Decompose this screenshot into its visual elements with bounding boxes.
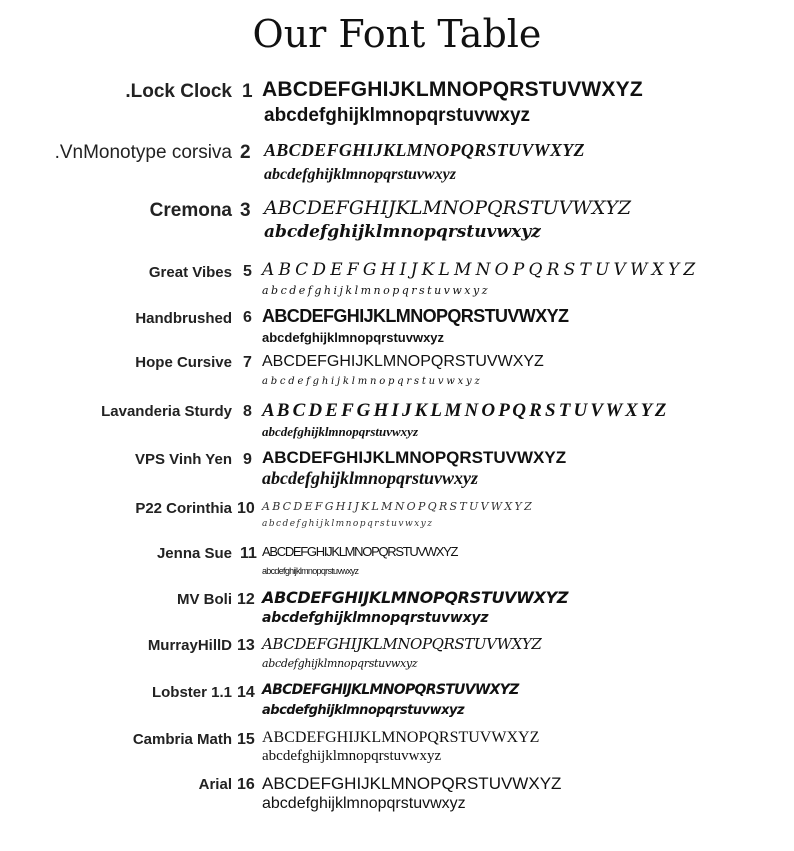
font-number: 5 (243, 263, 252, 280)
font-number: 1 (242, 81, 253, 102)
font-name: Cambria Math (132, 731, 232, 748)
font-name: Lavanderia Sturdy (101, 403, 232, 420)
font-number: 9 (243, 451, 252, 468)
font-sample-lower: a b c d e f g h i j k l m n o p q r s t u v w x y z (262, 519, 432, 529)
font-sample-upper: ABCDEFGHIJKLMNOPQRSTUVWXYZ (262, 588, 569, 607)
font-name: VPS Vinh Yen (135, 451, 232, 468)
font-sample-lower: abcdefghijklmnopqrstuvwxyz (262, 330, 445, 345)
font-sample-upper: ABCDEFGHIJKLMNOPQRSTUVWXYZ (262, 448, 567, 467)
font-sample-lower: abcdefghijklmnopqrstuvwxyz (264, 105, 531, 126)
font-number: 2 (240, 142, 251, 163)
font-sample-lower: a b c d e f g h i j k l m n o p q r s t u v w x y z (262, 376, 480, 387)
font-sample-upper: ABCDEFGHIJKLMNOPQRSTUVWXYZ (262, 774, 562, 793)
font-sample-upper: ABCDEFGHIJKLMNOPQRSTUVWXYZ (262, 635, 542, 653)
font-number: 3 (240, 200, 251, 221)
font-name: MV Boli (177, 591, 232, 608)
font-sample-upper: ABCDEFGHIJKLMNOPQRSTUVWXYZ (262, 544, 458, 559)
font-sample-lower: abcdefghijklmnopqrstuvwxyz (264, 222, 541, 242)
font-sample-upper: ABCDEFGHIJKLMNOPQRSTUVWXYZ (264, 140, 585, 160)
font-number: 14 (237, 684, 255, 701)
font-number: 12 (237, 591, 255, 608)
page-title: Our Font Table (252, 12, 542, 56)
font-sample-lower: abcdefghijklmnopqrstuvwxyz (262, 566, 359, 576)
font-sample-upper: ABCDEFGHIJKLMNOPQRSTUVWXYZ (262, 78, 643, 101)
font-sample-upper: ABCDEFGHIJKLMNOPQRSTUVWXYZ (262, 306, 569, 326)
font-number: 6 (243, 309, 252, 326)
font-sample-upper: A B C D E F G H I J K L M N O P Q R S T U V W X Y Z (262, 500, 532, 513)
font-sample-lower: abcdefghijklmnopqrstuvwxyz (262, 468, 479, 488)
font-name: Handbrushed (135, 310, 232, 327)
font-number: 8 (243, 403, 252, 420)
font-number: 10 (237, 500, 255, 517)
font-sample-upper: ABCDEFGHIJKLMNOPQRSTUVWXYZ (262, 682, 519, 698)
font-name: MurrayHillD (147, 637, 232, 654)
font-sample-upper: A B C D E F G H I J K L M N O P Q R S T U V W X Y Z (262, 400, 666, 421)
font-sample-lower: abcdefghijklmnopqrstuvwxyz (264, 166, 457, 183)
font-name: .VnMonotype corsiva (54, 142, 232, 163)
font-sample-upper: A B C D E F G H I J K L M N O P Q R S T U V W X Y Z (262, 260, 695, 280)
font-sample-lower: abcdefghijklmnopqrstuvwxyz (262, 795, 466, 812)
font-number: 15 (237, 731, 255, 748)
font-number: 11 (240, 545, 257, 562)
font-name: Great Vibes (148, 264, 232, 281)
font-name: P22 Corinthia (135, 500, 232, 517)
font-sample-upper: ABCDEFGHIJKLMNOPQRSTUVWXYZ (264, 197, 632, 219)
font-name: Arial (198, 776, 232, 793)
font-sample-upper: ABCDEFGHIJKLMNOPQRSTUVWXYZ (262, 729, 540, 746)
font-number: 16 (237, 776, 255, 793)
font-sample-lower: a b c d e f g h i j k l m n o p q r s t u v w x y z (262, 284, 488, 297)
font-name: Hope Cursive (135, 354, 232, 371)
font-name: Jenna Sue (156, 545, 232, 562)
font-sample-upper: ABCDEFGHIJKLMNOPQRSTUVWXYZ (262, 353, 544, 370)
font-sample-lower: abcdefghijklmnopqrstuvwxyz (262, 424, 419, 439)
font-sample-lower: abcdefghijklmnopqrstuvwxyz (262, 703, 465, 718)
font-number: 13 (237, 637, 255, 654)
font-name: Lobster 1.1 (151, 684, 232, 701)
font-sample-lower: abcdefghijklmnopqrstuvwxyz (262, 748, 442, 764)
font-number: 7 (243, 354, 252, 371)
font-sample-lower: abcdefghijklmnopqrstuvwxyz (262, 610, 489, 626)
font-sample-lower: abcdefghijklmnopqrstuvwxyz (262, 657, 418, 670)
font-name: .Lock Clock (125, 81, 232, 102)
font-name: Cremona (149, 200, 232, 221)
